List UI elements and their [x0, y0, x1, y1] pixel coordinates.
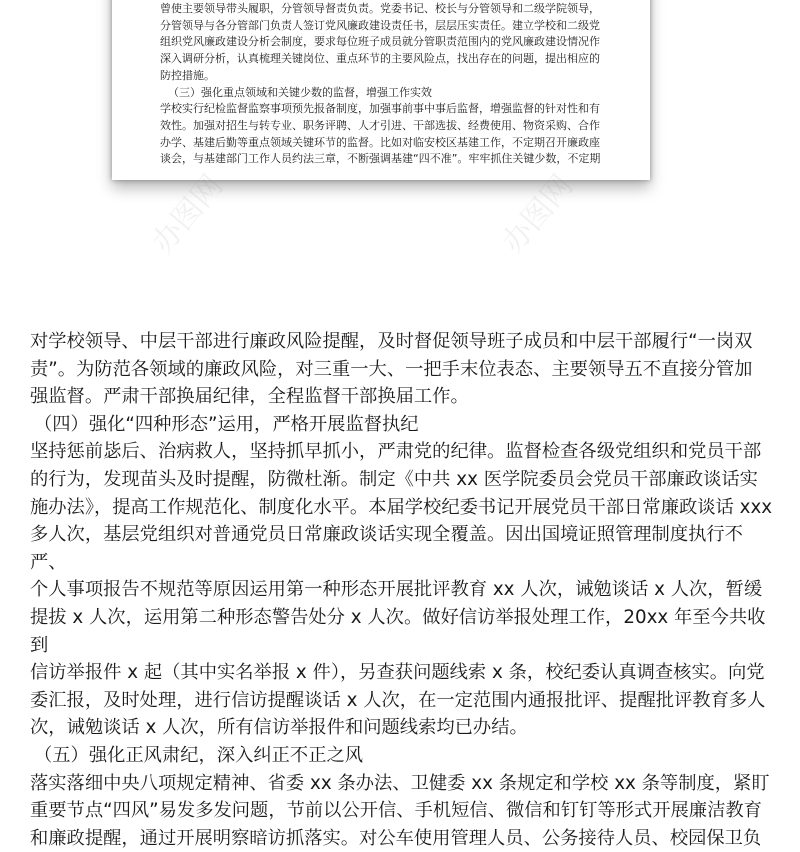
body-line: 施办法》，提高工作规范化、制度化水平。本届学校纪委书记开展党员干部日常廉政谈话 xxx [30, 496, 773, 518]
document-preview-card [112, 0, 650, 180]
body-line: 委汇报，及时处理，进行信访提醒谈话 x 人次，在一定范围内通报批评、提醒批评教育多人 [30, 689, 766, 711]
section-heading: （五）强化正风肃纪，深入纠正不正之风 [34, 744, 364, 766]
body-line: 提拔 x 人次，运用第二种形态警告处分 x 人次。做好信访举报处理工作，20xx 年至今共收到 [30, 606, 766, 656]
body-line: 信访举报件 x 起（其中实名举报 x 件），另查获问题线索 x 条，校纪委认真调查核实。向党 [30, 662, 765, 684]
preview-line: 曾使主要领导带头履职，分管领导督责负责。党委书记、校长与分管领导和二级学院领导， [160, 2, 600, 15]
body-line: 责”。为防范各领域的廉政风险，对三重一大、一把手末位表态、主要领导五不直接分管加 [30, 358, 753, 380]
preview-line: 谈会，与基建部门工作人员约法三章，不断强调基建“四不准”。牢牢抓住关键少数，不定期 [160, 152, 601, 166]
body-line: 多人次，基层党组织对普通党员日常廉政谈话实现全覆盖。因出国境证照管理制度执行不严、 [30, 524, 743, 573]
preview-section-heading: （三）强化重点领域和关键少数的监督，增强工作实效 [168, 85, 432, 99]
body-line: 次，诫勉谈话 x 人次，所有信访举报件和问题线索均已办结。 [30, 717, 528, 739]
body-line: 落实落细中央八项规定精神、省委 xx 条办法、卫健委 xx 条规定和学校 xx 条等制度，紧盯 [30, 772, 770, 794]
preview-line: 办学、基建后勤等重点领域关键环节的监督。比如对临安校区基建工作，不定期召开廉政座 [160, 135, 600, 149]
preview-line: 效性。加强对招生与转专业、职务评聘、人才引进、干部选拔、经费使用、物资采购、合作 [160, 118, 600, 132]
body-line: 个人事项报告不规范等原因运用第一种形态开展批评教育 xx 人次，诫勉谈话 x 人次，暂缓 [30, 579, 763, 601]
preview-line: 深入调研分析，认真梳理关键岗位、重点环节的主要风险点，找出存在的问题，提出相应的 [160, 52, 600, 66]
preview-line: 学校实行纪检监督监察事项预先报备制度，加强事前事中事后监督，增强监督的针对性和有 [160, 102, 600, 116]
preview-line: 分管领导与各分管部门负责人签订党风廉政建设责任书，层层压实责任。建立学校和二级党 [160, 18, 600, 32]
body-line: 的行为，发现苗头及时提醒，防微杜渐。制定《中共 xx 医学院委员会党员干部廉政谈话实 [30, 468, 758, 490]
watermark: 办图网 [145, 168, 231, 260]
section-heading: （四）强化“四种形态”运用，严格开展监督执纪 [34, 413, 419, 435]
body-line: 重要节点“四风”易发多发问题，节前以公开信、手机短信、微信和钉钉等形式开展廉洁教育 [30, 800, 762, 822]
preview-line: 防控措施。 [160, 68, 215, 82]
preview-line: 组织党风廉政建设分析会制度，要求每位班子成员就分管职责范围内的党风廉政建设情况作 [160, 35, 600, 49]
body-line: 强监督。严肃干部换届纪律，全程监督干部换届工作。 [30, 386, 469, 408]
preview-text-block [160, 1, 608, 168]
watermark: 办图网 [495, 168, 581, 260]
body-line: 和廉政提醒，通过开展明察暗访抓落实。对公车使用管理人员、公务接待人员、校园保卫负 [30, 827, 762, 849]
document-body [30, 328, 776, 852]
body-line: 对学校领导、中层干部进行廉政风险提醒，及时督促领导班子成员和中层干部履行“一岗双 [30, 331, 753, 352]
body-line: 坚持惩前毖后、治病救人，坚持抓早抓小，严肃党的纪律。监督检查各级党组织和党员干部 [30, 441, 762, 463]
